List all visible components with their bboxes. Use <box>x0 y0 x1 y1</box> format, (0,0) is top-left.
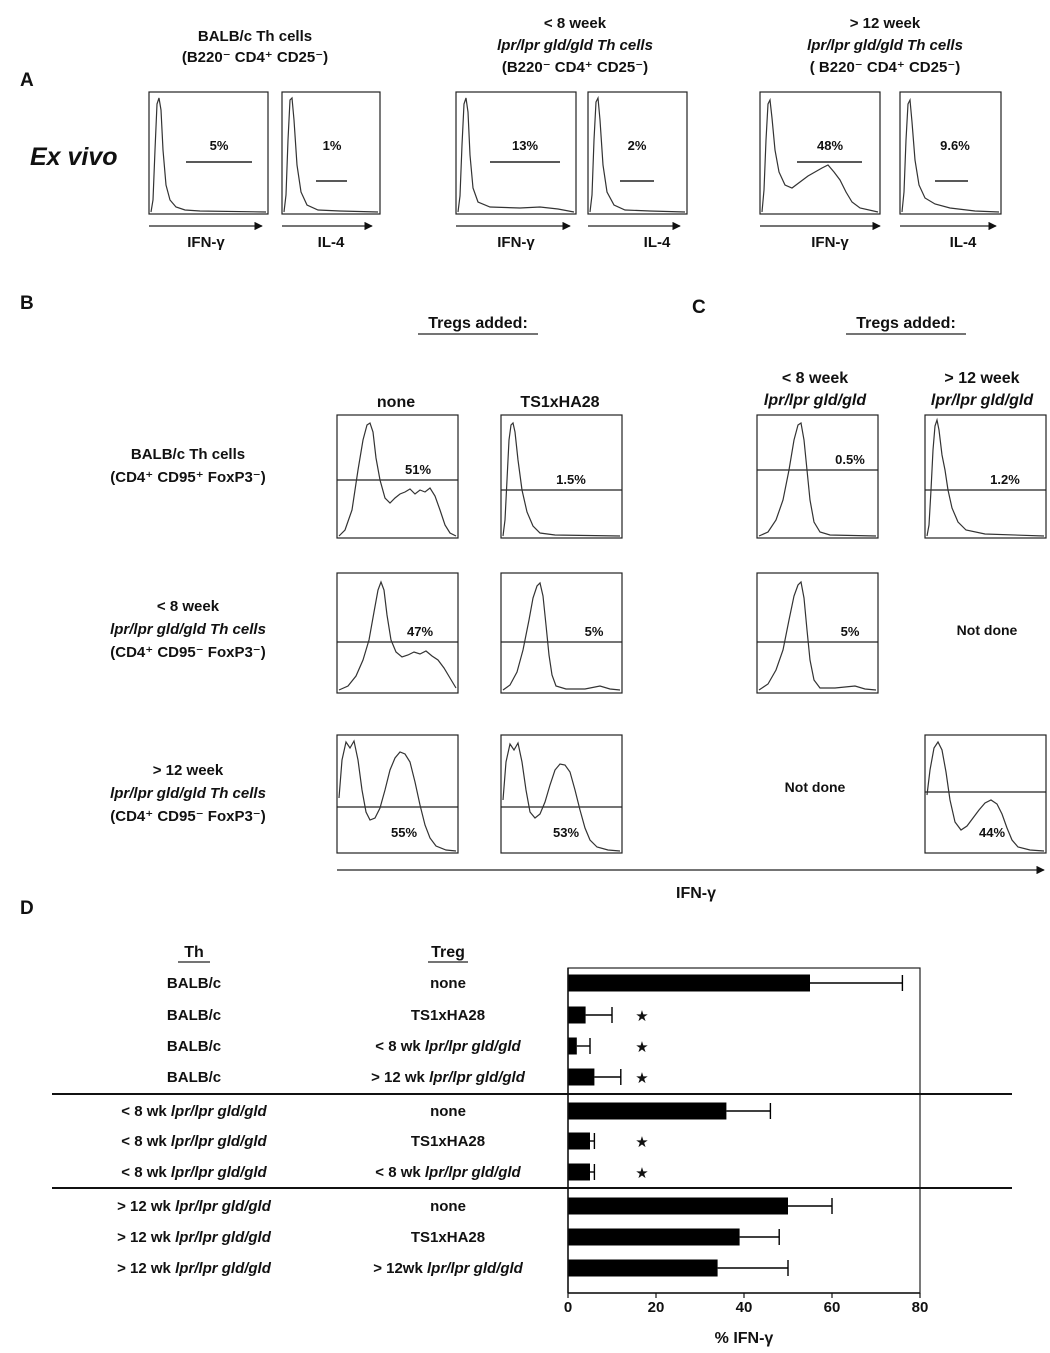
histogram-b-young-none <box>337 573 458 693</box>
gate-percent: 55% <box>390 825 418 840</box>
significance-star: ★ <box>635 1165 649 1182</box>
bar <box>568 1198 788 1215</box>
panel-a-group-3-title <box>807 15 963 76</box>
row-label-line: (CD4⁺ CD95⁻ FoxP3⁻) <box>110 808 266 825</box>
panel-c-letter: C <box>692 297 706 318</box>
histogram-trace <box>151 98 266 212</box>
column-header-line: > 12 week <box>944 370 1020 387</box>
histogram-trace <box>590 98 685 212</box>
gate-percent: 5% <box>584 624 604 639</box>
bar-chart-rows <box>52 975 1012 1277</box>
axis-label: IFN-γ <box>187 234 225 251</box>
th-row-label: BALB/c <box>166 1007 222 1024</box>
significance-star: ★ <box>635 1008 649 1025</box>
row-label-line: > 12 week <box>152 762 224 779</box>
gate-percent: 1.5% <box>556 472 586 487</box>
histogram-frame <box>900 92 1001 214</box>
th-row-label: > 12 wk lpr/lpr gld/gld <box>117 1229 271 1246</box>
gate-percent: 2% <box>627 138 647 153</box>
gate-percent: 0.5% <box>835 452 865 467</box>
th-row-label: < 8 wk lpr/lpr gld/gld <box>121 1103 267 1120</box>
group-title-line: > 12 week <box>849 15 921 32</box>
th-column-header: Th <box>184 944 204 961</box>
x-tick-label: 0 <box>563 1299 573 1316</box>
row-label-line: (CD4⁺ CD95⁻ FoxP3⁻) <box>110 644 266 661</box>
treg-row-label: > 12 wk lpr/lpr gld/gld <box>371 1069 525 1086</box>
histogram-trace <box>927 420 1044 536</box>
histogram-a-young-ifng <box>456 92 576 251</box>
treg-row-label: TS1xHA28 <box>410 1133 486 1150</box>
histogram-trace <box>284 98 378 212</box>
x-tick-label: 40 <box>735 1299 753 1316</box>
histogram-b-balbc-none <box>337 415 458 538</box>
group-title-line: (B220⁻ CD4⁺ CD25⁻) <box>181 49 329 66</box>
shared-axis-label: IFN-γ <box>676 885 716 902</box>
bar <box>568 1260 718 1277</box>
row-label-line: < 8 week <box>156 598 220 615</box>
panel-b-row-label-2 <box>110 598 266 661</box>
significance-star: ★ <box>635 1039 649 1056</box>
bar <box>568 1038 577 1055</box>
axis-label: IL-4 <box>643 234 671 251</box>
gate-percent: 44% <box>978 825 1006 840</box>
x-axis-label: % IFN-γ <box>714 1330 774 1347</box>
column-header-line: lpr/lpr gld/gld <box>930 392 1034 409</box>
histogram-c-balbc-old <box>925 415 1046 538</box>
panel-a-group-1-title <box>182 28 328 66</box>
histogram-frame <box>588 92 687 214</box>
treg-row-label: < 8 wk lpr/lpr gld/gld <box>375 1038 521 1055</box>
th-row-label: BALB/c <box>166 1038 222 1055</box>
column-header-ts1xha28: TS1xHA28 <box>520 394 600 411</box>
gate-percent: 1% <box>322 138 342 153</box>
th-row-label: BALB/c <box>166 975 222 992</box>
histogram-frame <box>337 415 458 538</box>
x-tick-label: 80 <box>911 1299 929 1316</box>
row-label-line: BALB/c Th cells <box>130 446 246 463</box>
axis-label: IL-4 <box>317 234 345 251</box>
column-header-line: < 8 week <box>781 370 849 387</box>
histogram-b-young-ts1 <box>501 573 622 693</box>
histogram-b-old-none <box>337 735 458 853</box>
histogram-frame <box>760 92 880 214</box>
histogram-trace <box>762 100 878 212</box>
treg-row-label: none <box>430 1103 466 1120</box>
th-row-label: BALB/c <box>166 1069 222 1086</box>
histogram-a-old-il4 <box>900 92 1001 251</box>
th-row-label: < 8 wk lpr/lpr gld/gld <box>121 1133 267 1150</box>
th-row-label: > 12 wk lpr/lpr gld/gld <box>117 1260 271 1277</box>
x-tick-label: 20 <box>647 1299 665 1316</box>
column-header-none: none <box>376 394 416 411</box>
significance-star: ★ <box>635 1070 649 1087</box>
histogram-frame <box>337 573 458 693</box>
bar-chart-marks <box>568 975 902 1277</box>
bar <box>568 1007 586 1024</box>
group-title-line: < 8 week <box>543 15 607 32</box>
axis-label: IFN-γ <box>811 234 849 251</box>
bar <box>568 1229 740 1246</box>
axis-label: IFN-γ <box>497 234 535 251</box>
gate-percent: 5% <box>209 138 229 153</box>
histogram-c-old-old <box>925 735 1046 853</box>
not-done-label: Not done <box>784 779 846 795</box>
treg-row-label: none <box>430 1198 466 1215</box>
panel-d-letter: D <box>20 898 34 919</box>
histogram-trace <box>759 423 876 536</box>
treg-row-label: none <box>430 975 466 992</box>
histogram-trace <box>339 582 456 690</box>
treg-row-label: > 12wk lpr/lpr gld/gld <box>373 1260 523 1277</box>
panel-a-letter: A <box>20 70 34 91</box>
histogram-c-balbc-young <box>757 415 878 538</box>
histogram-a-old-ifng <box>760 92 880 251</box>
th-row-label: < 8 wk lpr/lpr gld/gld <box>121 1164 267 1181</box>
histogram-b-old-ts1 <box>501 735 622 853</box>
gate-percent: 51% <box>404 462 432 477</box>
histogram-frame <box>925 415 1046 538</box>
histogram-frame <box>757 415 878 538</box>
treg-row-label: TS1xHA28 <box>410 1007 486 1024</box>
histogram-frame <box>501 573 622 693</box>
th-row-label: > 12 wk lpr/lpr gld/gld <box>117 1198 271 1215</box>
column-header-line: lpr/lpr gld/gld <box>763 392 867 409</box>
histogram-frame <box>456 92 576 214</box>
x-tick-label: 60 <box>823 1299 841 1316</box>
gate-percent: 48% <box>816 138 844 153</box>
row-label-line: (CD4⁺ CD95⁺ FoxP3⁻) <box>110 469 266 486</box>
histogram-c-young-young <box>757 573 878 693</box>
group-title-line: lpr/lpr gld/gld Th cells <box>807 37 963 54</box>
histogram-trace <box>902 100 999 212</box>
bar <box>568 1069 594 1086</box>
histogram-trace <box>458 98 574 212</box>
axis-label: IL-4 <box>949 234 977 251</box>
treg-row-label: TS1xHA28 <box>410 1229 486 1246</box>
histogram-a-balbc-il4 <box>282 92 380 251</box>
treg-column-header: Treg <box>431 944 465 961</box>
panel-b-header: Tregs added: <box>428 315 528 332</box>
panel-b-letter: B <box>20 293 34 314</box>
gate-percent: 53% <box>552 825 580 840</box>
gate-percent: 9.6% <box>940 138 970 153</box>
panel-c-column-1-header <box>764 370 867 409</box>
ex-vivo-label: Ex vivo <box>30 143 118 171</box>
histogram-a-young-il4 <box>588 92 687 251</box>
panel-b-row-label-3 <box>110 762 266 825</box>
bar <box>568 1133 590 1150</box>
histogram-b-balbc-ts1 <box>501 415 622 538</box>
gate-percent: 1.2% <box>990 472 1020 487</box>
bar <box>568 1164 590 1181</box>
significance-star: ★ <box>635 1134 649 1151</box>
row-label-line: lpr/lpr gld/gld Th cells <box>110 785 266 802</box>
gate-percent: 47% <box>406 624 434 639</box>
histogram-frame <box>149 92 268 214</box>
histogram-frame <box>757 573 878 693</box>
histogram-a-balbc-ifng <box>149 92 268 251</box>
gate-percent: 13% <box>511 138 539 153</box>
group-title-line: lpr/lpr gld/gld Th cells <box>497 37 653 54</box>
group-title-line: (B220⁻ CD4⁺ CD25⁻) <box>501 59 649 76</box>
group-title-line: ( B220⁻ CD4⁺ CD25⁻) <box>809 59 961 76</box>
not-done-label: Not done <box>956 622 1018 638</box>
treg-row-label: < 8 wk lpr/lpr gld/gld <box>375 1164 521 1181</box>
panel-c-column-2-header <box>931 370 1034 409</box>
bar <box>568 975 810 992</box>
panel-b-row-label-1 <box>110 446 265 486</box>
panel-a-group-2-title <box>497 15 653 76</box>
panel-c-header: Tregs added: <box>856 315 956 332</box>
bar <box>568 1103 726 1120</box>
row-label-line: lpr/lpr gld/gld Th cells <box>110 621 266 638</box>
group-title-line: BALB/c Th cells <box>197 28 313 45</box>
gate-percent: 5% <box>840 624 860 639</box>
